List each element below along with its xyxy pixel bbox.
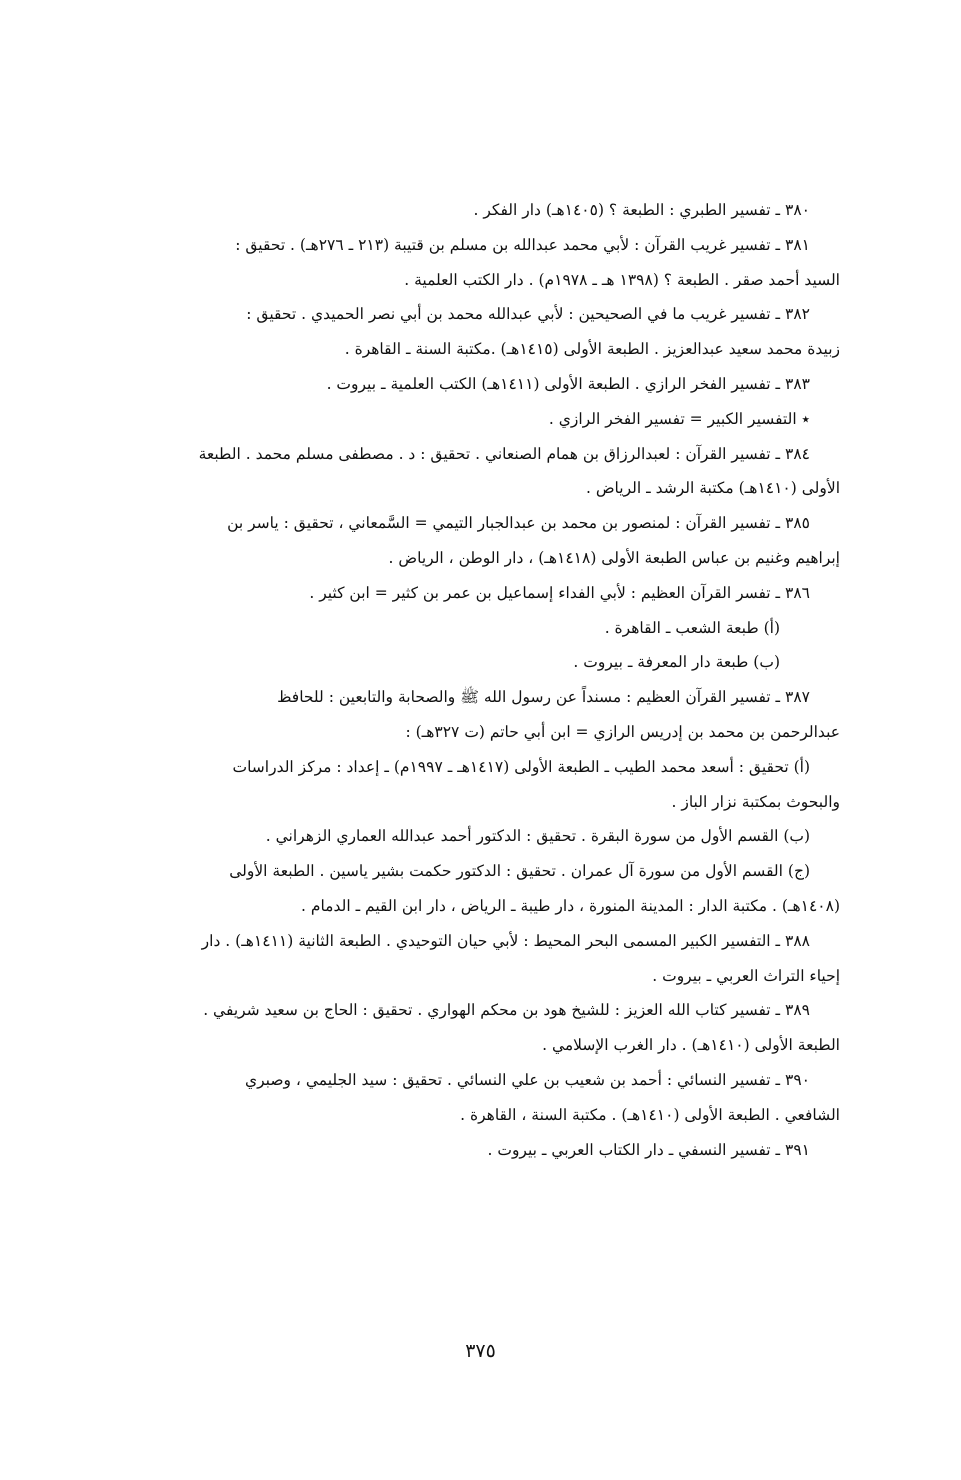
entry-386: ٣٨٦ ـ تفسر القرآن العظيم : لأبي الفداء إسماعيل بن عمر بن كثير = ابن كثير . bbox=[309, 583, 810, 602]
entry-391: ٣٩١ ـ تفسير النسفي ـ دار الكتاب العربي ـ بيروت . bbox=[487, 1140, 810, 1159]
entry-390-continued: الشافعي . الطبعة الأولى (١٤١٠هـ) . مكتبة السنة ، القاهرة . bbox=[460, 1105, 840, 1124]
entry-384-continued: الأولى (١٤١٠هـ) مكتبة الرشد ـ الرياض . bbox=[585, 479, 840, 498]
entry-387-continued: عبدالرحمن بن محمد بن إدريس الرازي = ابن أبي حاتم (ت ٣٢٧هـ) : bbox=[405, 722, 840, 741]
entry-382: ٣٨٢ ـ تفسير غريب ما في الصحيحين : لأبي عبدالله محمد بن أبي نصر الحميدي . تحقيق : bbox=[246, 305, 810, 324]
entry-389-continued: الطبعة الأولى (١٤١٠هـ) . دار الغرب الإسلامي . bbox=[542, 1036, 840, 1055]
entry-382-continued: زبيدة محمد سعيد عبدالعزيز . الطبعة الأولى (١٤١٥هـ) .مكتبة السنة ـ القاهرة . bbox=[344, 340, 840, 359]
entry-388-continued: إحياء التراث العربي ـ بيروت . bbox=[652, 966, 840, 985]
entry-387: ٣٨٧ ـ تفسير القرآن العظيم : مسنداً عن رسول الله ﷺ والصحابة والتابعين : للحافظ bbox=[277, 688, 810, 707]
entry-381-continued: السيد أحمد صقر . الطبعة ؟ (١٣٩٨ هـ ـ ١٩٧٨م) . دار الكتب العلمية . bbox=[404, 270, 840, 289]
entry-380: ٣٨٠ ـ تفسير الطبري : الطبعة ؟ (١٤٠٥هـ) دار الفكر . bbox=[473, 201, 810, 219]
bibliography-list bbox=[133, 193, 840, 1167]
entry-387-c-continued: (١٤٠٨هـ) . مكتبة الدار : المدينة المنورة ، دار طيبة ـ الرياض ، دار ابن القيم ـ الدمام . bbox=[301, 896, 840, 915]
entry-386-a: (أ) طبعة الشعب ـ القاهرة . bbox=[604, 618, 780, 637]
cross-reference-tafsir-kabir: ٭ التفسير الكبير = تفسير الفخر الرازي . bbox=[548, 409, 810, 428]
entry-387-b: (ب) القسم الأول من سورة البقرة . تحقيق : الدكتور أحمد عبدالله العماري الزهراني . bbox=[265, 827, 810, 846]
entry-381: ٣٨١ ـ تفسير غريب القرآن : لأبي محمد عبدالله بن مسلم بن قتيبة (٢١٣ ـ ٢٧٦هـ) . تحقيق : bbox=[235, 235, 810, 254]
entry-387-a-continued: والبحوث بمكتبة نزار الباز . bbox=[671, 792, 840, 811]
entry-385-continued: إبراهيم وغنيم بن عباس الطبعة الأولى (١٤١٨هـ) ، دار الوطن ، الرياض . bbox=[388, 548, 840, 567]
page-number: ٣٧٥ bbox=[465, 1340, 496, 1362]
entry-388: ٣٨٨ ـ التفسير الكبير المسمى البحر المحيط : لأبي حيان التوحيدي . الطبعة الثانية (١٤١١هـ) . دار bbox=[201, 931, 810, 950]
entry-383: ٣٨٣ ـ تفسير الفخر الرازي . الطبعة الأولى (١٤١١هـ) الكتب العلمية ـ بيروت . bbox=[326, 374, 810, 393]
entry-387-c: (ج) القسم الأول من سورة آل عمران . تحقيق : الدكتور حكمت بشير ياسين . الطبعة الأولى bbox=[229, 862, 810, 881]
entry-386-b: (ب) طبعة دار المعرفة ـ بيروت . bbox=[573, 653, 780, 672]
entry-384: ٣٨٤ ـ تفسير القرآن : لعبدالرزاق بن همام الصنعاني . تحقيق : د . مصطفى مسلم محمد . الطبعة bbox=[198, 444, 810, 463]
entry-387-a: (أ) تحقيق : أسعد محمد الطيب ـ الطبعة الأولى (١٤١٧هـ ـ ١٩٩٧م) ـ إعداد : مركز الدراسات bbox=[232, 757, 810, 776]
entry-389: ٣٨٩ ـ تفسير كتاب الله العزيز : للشيخ هود بن محكم الهواري . تحقيق : الحاج بن سعيد شريفي . bbox=[203, 1001, 810, 1020]
entry-385: ٣٨٥ ـ تفسير القرآن : لمنصور بن محمد بن عبدالجبار التيمي = السَّمعاني ، تحقيق : ياسر بن bbox=[227, 514, 810, 533]
entry-390: ٣٩٠ ـ تفسير النسائي : أحمد بن شعيب بن علي النسائي . تحقيق : سيد الجليمي ، وصبري bbox=[244, 1070, 810, 1089]
